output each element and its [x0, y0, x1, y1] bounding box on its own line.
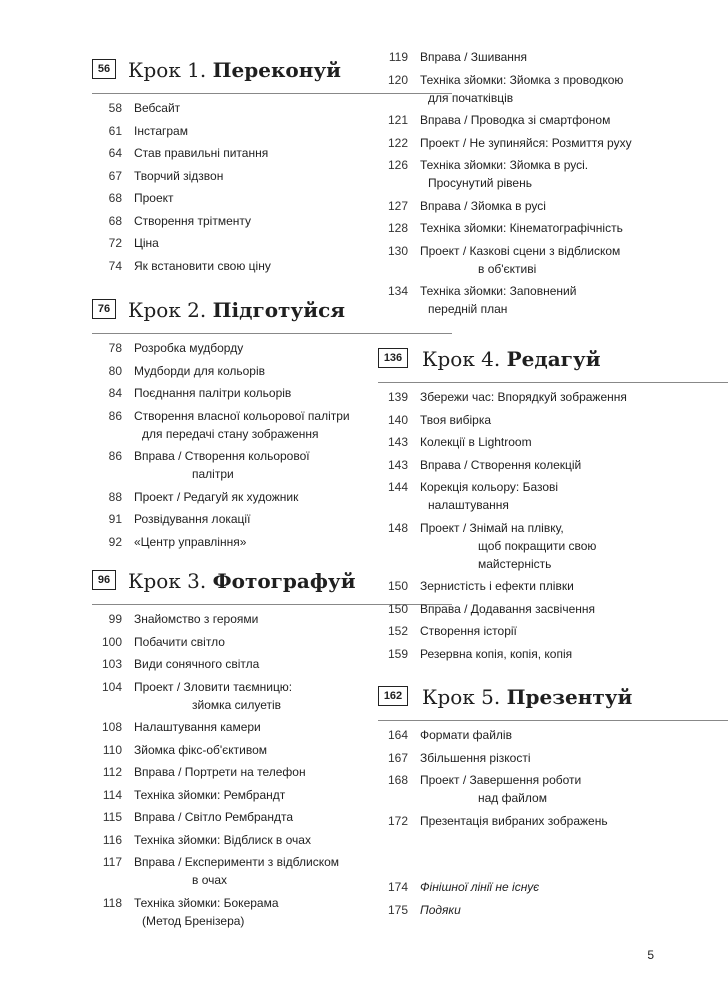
toc-entry-page: 119 — [388, 50, 408, 64]
toc-entry[interactable] — [378, 48, 728, 66]
toc-entry-continuation-line: для передачі стану зображення — [142, 426, 319, 441]
toc-entry-title — [420, 111, 728, 129]
toc-entry-title — [420, 645, 728, 663]
section-name: Фотографуй — [212, 569, 356, 593]
toc-entry-line: Мудборди для кольорів — [134, 363, 265, 378]
toc-entry-title — [420, 282, 728, 318]
toc-entry-continuation-line: в об'єктиві — [478, 261, 537, 276]
toc-entry-page: 148 — [387, 520, 408, 535]
toc-entry[interactable] — [378, 219, 728, 237]
toc-entry[interactable] — [378, 111, 728, 129]
toc-entry-line: Фінішної лінії не існує — [420, 880, 540, 894]
toc-entry-page: 68 — [108, 213, 122, 228]
toc-entry-line: Техніка зйомки: Відблиск в очах — [134, 832, 311, 847]
toc-entry-line: Зйомка фікс-об'єктивом — [134, 742, 268, 757]
toc-entry-page: 175 — [387, 902, 408, 917]
toc-entry[interactable] — [378, 71, 728, 107]
toc-entry-line: Вправа / Створення колекцій — [420, 457, 582, 472]
section-name: Редагуй — [506, 347, 601, 371]
toc-entry-line: Інстаграм — [134, 123, 188, 138]
toc-entry-line: Вправа / Портрети на телефон — [134, 765, 306, 779]
toc-entry-line: Вправа / Експерименти з відблиском — [134, 855, 340, 869]
toc-entry-line: Корекція кольору: Базові — [420, 480, 559, 494]
toc-entry-page: 91 — [108, 512, 122, 526]
section-step-label: Крок 1. — [128, 58, 207, 82]
toc-entry-title — [420, 197, 728, 215]
toc-entry-line: Проект / Завершення роботи — [420, 773, 582, 787]
toc-entry-page: 64 — [108, 146, 122, 160]
toc-entry-page: 74 — [108, 258, 122, 273]
toc-entry-continuation-line: (Метод Бренізера) — [142, 913, 245, 928]
toc-entry-page: 116 — [102, 832, 122, 847]
section-title — [128, 295, 345, 325]
toc-entry[interactable] — [378, 771, 728, 807]
toc-entry-page: 167 — [387, 750, 408, 765]
section-name: Переконуй — [212, 58, 342, 82]
toc-entry-line: Техніка зйомки: Кінематографічність — [420, 221, 623, 235]
section-name: Презентуй — [506, 685, 633, 709]
toc-entry-line: Проект / Казкові сцени з відблиском — [420, 243, 621, 258]
toc-entry-page: 86 — [108, 449, 122, 463]
toc-entry-line: Формати файлів — [420, 728, 512, 742]
toc-entry-line: Вправа / Світло Рембрандта — [134, 810, 293, 824]
toc-entry-line: Налаштування камери — [134, 720, 261, 734]
toc-entry-line: Вправа / Зйомка в русі — [420, 198, 546, 213]
toc-entry-page: 134 — [387, 284, 408, 298]
toc-entry-page: 127 — [387, 198, 408, 213]
toc-entry-line: «Центр управління» — [134, 534, 247, 549]
toc-entry-title — [420, 219, 728, 237]
section-step-label: Крок 3. — [128, 569, 207, 593]
toc-entry-page: 128 — [387, 221, 408, 235]
toc-entry-continuation-line: налаштування — [428, 498, 509, 512]
toc-entry-title — [420, 771, 728, 807]
toc-entry-line: Знайомство з героями — [134, 612, 259, 626]
toc-entry-page: 58 — [108, 101, 122, 115]
toc-entry-title — [420, 48, 728, 66]
toc-entry-line: Проект — [134, 191, 174, 205]
toc-entry-list — [378, 878, 728, 923]
toc-entry[interactable] — [378, 411, 728, 429]
toc-entry-page: 80 — [108, 363, 122, 378]
toc-entry-continuation-line: Просунутий рівень — [428, 176, 532, 190]
toc-entry-page: 115 — [102, 810, 122, 824]
toc-entry-continuation-line: передній план — [428, 302, 508, 316]
toc-entry-continuation-line: майстерність — [478, 556, 552, 571]
toc-entry-page: 144 — [387, 480, 408, 494]
toc-entry[interactable] — [378, 622, 728, 640]
toc-entry-page: 92 — [108, 534, 122, 549]
toc-entry[interactable] — [378, 134, 728, 152]
toc-entry-line: Зернистість і ефекти плівки — [420, 579, 574, 593]
toc-entry-title — [420, 901, 728, 919]
toc-entry-title — [420, 134, 728, 152]
toc-entry-continuation-line: палітри — [192, 467, 234, 481]
toc-entry-line: Проект / Знімай на плівку, — [420, 520, 564, 535]
toc-entry-line: Техніка зйомки: Зйомка з проводкою — [420, 72, 624, 87]
section-page-box: 96 — [92, 570, 116, 590]
toc-entry-page: 72 — [108, 236, 122, 250]
toc-section-step-4 — [378, 344, 728, 661]
toc-entry-page: 114 — [102, 787, 122, 802]
section-heading — [378, 682, 728, 712]
toc-entry-line: Проект / Зловити таємницю: — [134, 679, 293, 694]
toc-entry[interactable] — [378, 577, 728, 595]
toc-entry-line: Проект / Не зупиняйся: Розмиття руху — [420, 135, 632, 150]
toc-entry-line: Вправа / Створення кольорової — [134, 449, 310, 463]
toc-entry-line: Презентація вибраних зображень — [420, 813, 608, 828]
toc-entry-page: 120 — [387, 72, 408, 87]
toc-entry-line: Вправа / Проводка зі смартфоном — [420, 113, 611, 127]
toc-entry[interactable] — [378, 812, 728, 830]
toc-entry-page: 143 — [387, 435, 408, 449]
toc-entry-page: 88 — [108, 489, 122, 504]
toc-entry[interactable] — [378, 878, 728, 896]
toc-entry-page: 110 — [102, 742, 122, 757]
section-page-box: 136 — [378, 348, 408, 368]
toc-entry-line: Ціна — [134, 236, 159, 250]
toc-entry-page: 174 — [387, 880, 408, 894]
toc-entry-line: Види сонячного світла — [134, 657, 260, 671]
toc-entry-page: 86 — [108, 408, 122, 423]
toc-entry-page: 68 — [108, 191, 122, 205]
toc-entry-page: 150 — [387, 579, 408, 593]
toc-entry-page: 143 — [387, 457, 408, 472]
toc-entry-continuation-line: щоб покращити свою — [478, 538, 597, 553]
toc-entry-title — [420, 878, 728, 896]
toc-entry[interactable] — [378, 282, 728, 318]
section-page-box: 56 — [92, 59, 116, 79]
toc-entry-line: Техніка зйомки: Рембрандт — [134, 787, 286, 802]
toc-entry-title — [420, 577, 728, 595]
toc-entry-title — [420, 749, 728, 767]
toc-entry-title — [420, 622, 728, 640]
toc-entry-title — [420, 71, 728, 107]
toc-entry-page: 100 — [101, 634, 122, 649]
toc-entry-line: Творчий зідзвон — [134, 168, 224, 183]
toc-entry[interactable] — [378, 156, 728, 192]
toc-entry-page: 99 — [108, 612, 122, 626]
toc-entry[interactable] — [378, 388, 728, 406]
section-title — [128, 55, 341, 85]
toc-entry-line: Твоя вибірка — [420, 412, 492, 427]
toc-entry-line: Техніка зйомки: Бокерама — [134, 895, 279, 910]
section-page-box: 76 — [92, 299, 116, 319]
toc-entry-title — [420, 812, 728, 830]
section-divider — [92, 333, 452, 334]
toc-entry-line: Поєднання палітри кольорів — [134, 386, 292, 400]
toc-entry[interactable] — [378, 645, 728, 663]
toc-entry-title — [420, 726, 728, 744]
toc-entry-page: 84 — [108, 386, 122, 400]
toc-entry-page: 61 — [108, 123, 122, 138]
toc-entry-page: 103 — [101, 657, 122, 671]
toc-entry-line: Створення трітменту — [134, 213, 252, 228]
toc-entry-page: 152 — [387, 624, 408, 638]
toc-entry-line: Вебсайт — [134, 101, 181, 115]
toc-entry-line: Проект / Редагуй як художник — [134, 489, 299, 504]
toc-entry[interactable] — [378, 433, 728, 451]
toc-entry[interactable] — [378, 197, 728, 215]
toc-entry-page: 140 — [387, 412, 408, 427]
toc-entry-continuation-line: над файлом — [478, 791, 547, 805]
toc-entry-title — [420, 388, 728, 406]
toc-entry-line: Став правильні питання — [134, 146, 269, 160]
section-title — [422, 344, 601, 374]
toc-entry[interactable] — [378, 749, 728, 767]
toc-entry-title — [420, 156, 728, 192]
section-page-box: 162 — [378, 686, 408, 706]
toc-entry[interactable] — [378, 478, 728, 514]
toc-entry-page: 112 — [102, 765, 122, 779]
toc-entry-line: Вправа / Додавання засвічення — [420, 601, 596, 616]
page-number: 5 — [647, 948, 654, 962]
toc-entry-page: 78 — [108, 341, 122, 355]
toc-entry-page: 159 — [387, 646, 408, 661]
toc-entry-title — [420, 411, 728, 429]
section-title — [128, 566, 356, 596]
toc-entry[interactable] — [378, 519, 728, 573]
toc-entry-line: Подяки — [420, 902, 461, 917]
toc-entry-page: 118 — [102, 895, 122, 910]
toc-entry-line: Розробка мудборду — [134, 341, 244, 355]
section-step-label: Крок 5. — [422, 685, 501, 709]
toc-entry-page: 172 — [387, 813, 408, 828]
toc-entry-page: 122 — [387, 135, 408, 150]
toc-entry-page: 117 — [102, 855, 122, 869]
toc-entry-line: Як встановити свою ціну — [134, 258, 271, 273]
toc-entry-line: Техніка зйомки: Зйомка в русі. — [420, 158, 589, 172]
section-divider — [378, 720, 728, 721]
toc-entry-list — [378, 48, 728, 323]
toc-entry-page: 150 — [387, 601, 408, 616]
toc-entry-line: Вправа / Зшивання — [420, 50, 528, 64]
toc-entry[interactable] — [378, 600, 728, 618]
toc-entry[interactable] — [378, 456, 728, 474]
toc-entry-page: 104 — [101, 679, 122, 694]
toc-entry-list — [378, 388, 728, 667]
section-name: Підготуйся — [212, 298, 346, 322]
toc-entry-title — [420, 456, 728, 474]
toc-entry-line: Збережи час: Впорядкуй зображення — [420, 390, 627, 404]
toc-entry-title — [420, 519, 728, 573]
toc-entry-continuation-line: в очах — [192, 873, 228, 887]
toc-entry-title — [420, 478, 728, 514]
toc-entry-line: Резервна копія, копія, копія — [420, 646, 573, 661]
toc-entry-title — [420, 433, 728, 451]
toc-entry-continuation-line: зйомка силуетів — [192, 697, 282, 712]
toc-entry-page: 121 — [387, 113, 408, 127]
toc-entry-line: Створення власної кольорової палітри — [134, 408, 350, 423]
toc-entry-list — [378, 726, 728, 834]
toc-entry-title — [420, 600, 728, 618]
toc-entry-line: Створення історії — [420, 624, 517, 638]
toc-entry-line: Техніка зйомки: Заповнений — [420, 284, 577, 298]
section-step-label: Крок 2. — [128, 298, 207, 322]
section-step-label: Крок 4. — [422, 347, 501, 371]
toc-entry-page: 67 — [108, 168, 122, 183]
toc-entry-page: 168 — [387, 773, 408, 787]
toc-section-step-5 — [378, 682, 728, 828]
toc-entry[interactable] — [378, 901, 728, 919]
toc-entry-page: 164 — [387, 728, 408, 742]
section-divider — [378, 382, 728, 383]
section-heading — [378, 344, 728, 374]
section-title — [422, 682, 632, 712]
toc-entry[interactable] — [378, 242, 728, 278]
toc-entry-page: 130 — [387, 243, 408, 258]
toc-entry-line: Побачити світло — [134, 634, 225, 649]
toc-entry-line: Розвідування локації — [134, 512, 251, 526]
toc-entry-page: 126 — [387, 158, 408, 172]
toc-entry-title — [420, 242, 728, 278]
toc-entry-page: 108 — [101, 720, 122, 734]
toc-entry[interactable] — [378, 726, 728, 744]
toc-entry-line: Збільшення різкості — [420, 750, 531, 765]
toc-entry-continuation-line: для початківців — [428, 90, 514, 105]
toc-entry-page: 139 — [387, 390, 408, 404]
toc-entry-line: Колекції в Lightroom — [420, 435, 532, 449]
